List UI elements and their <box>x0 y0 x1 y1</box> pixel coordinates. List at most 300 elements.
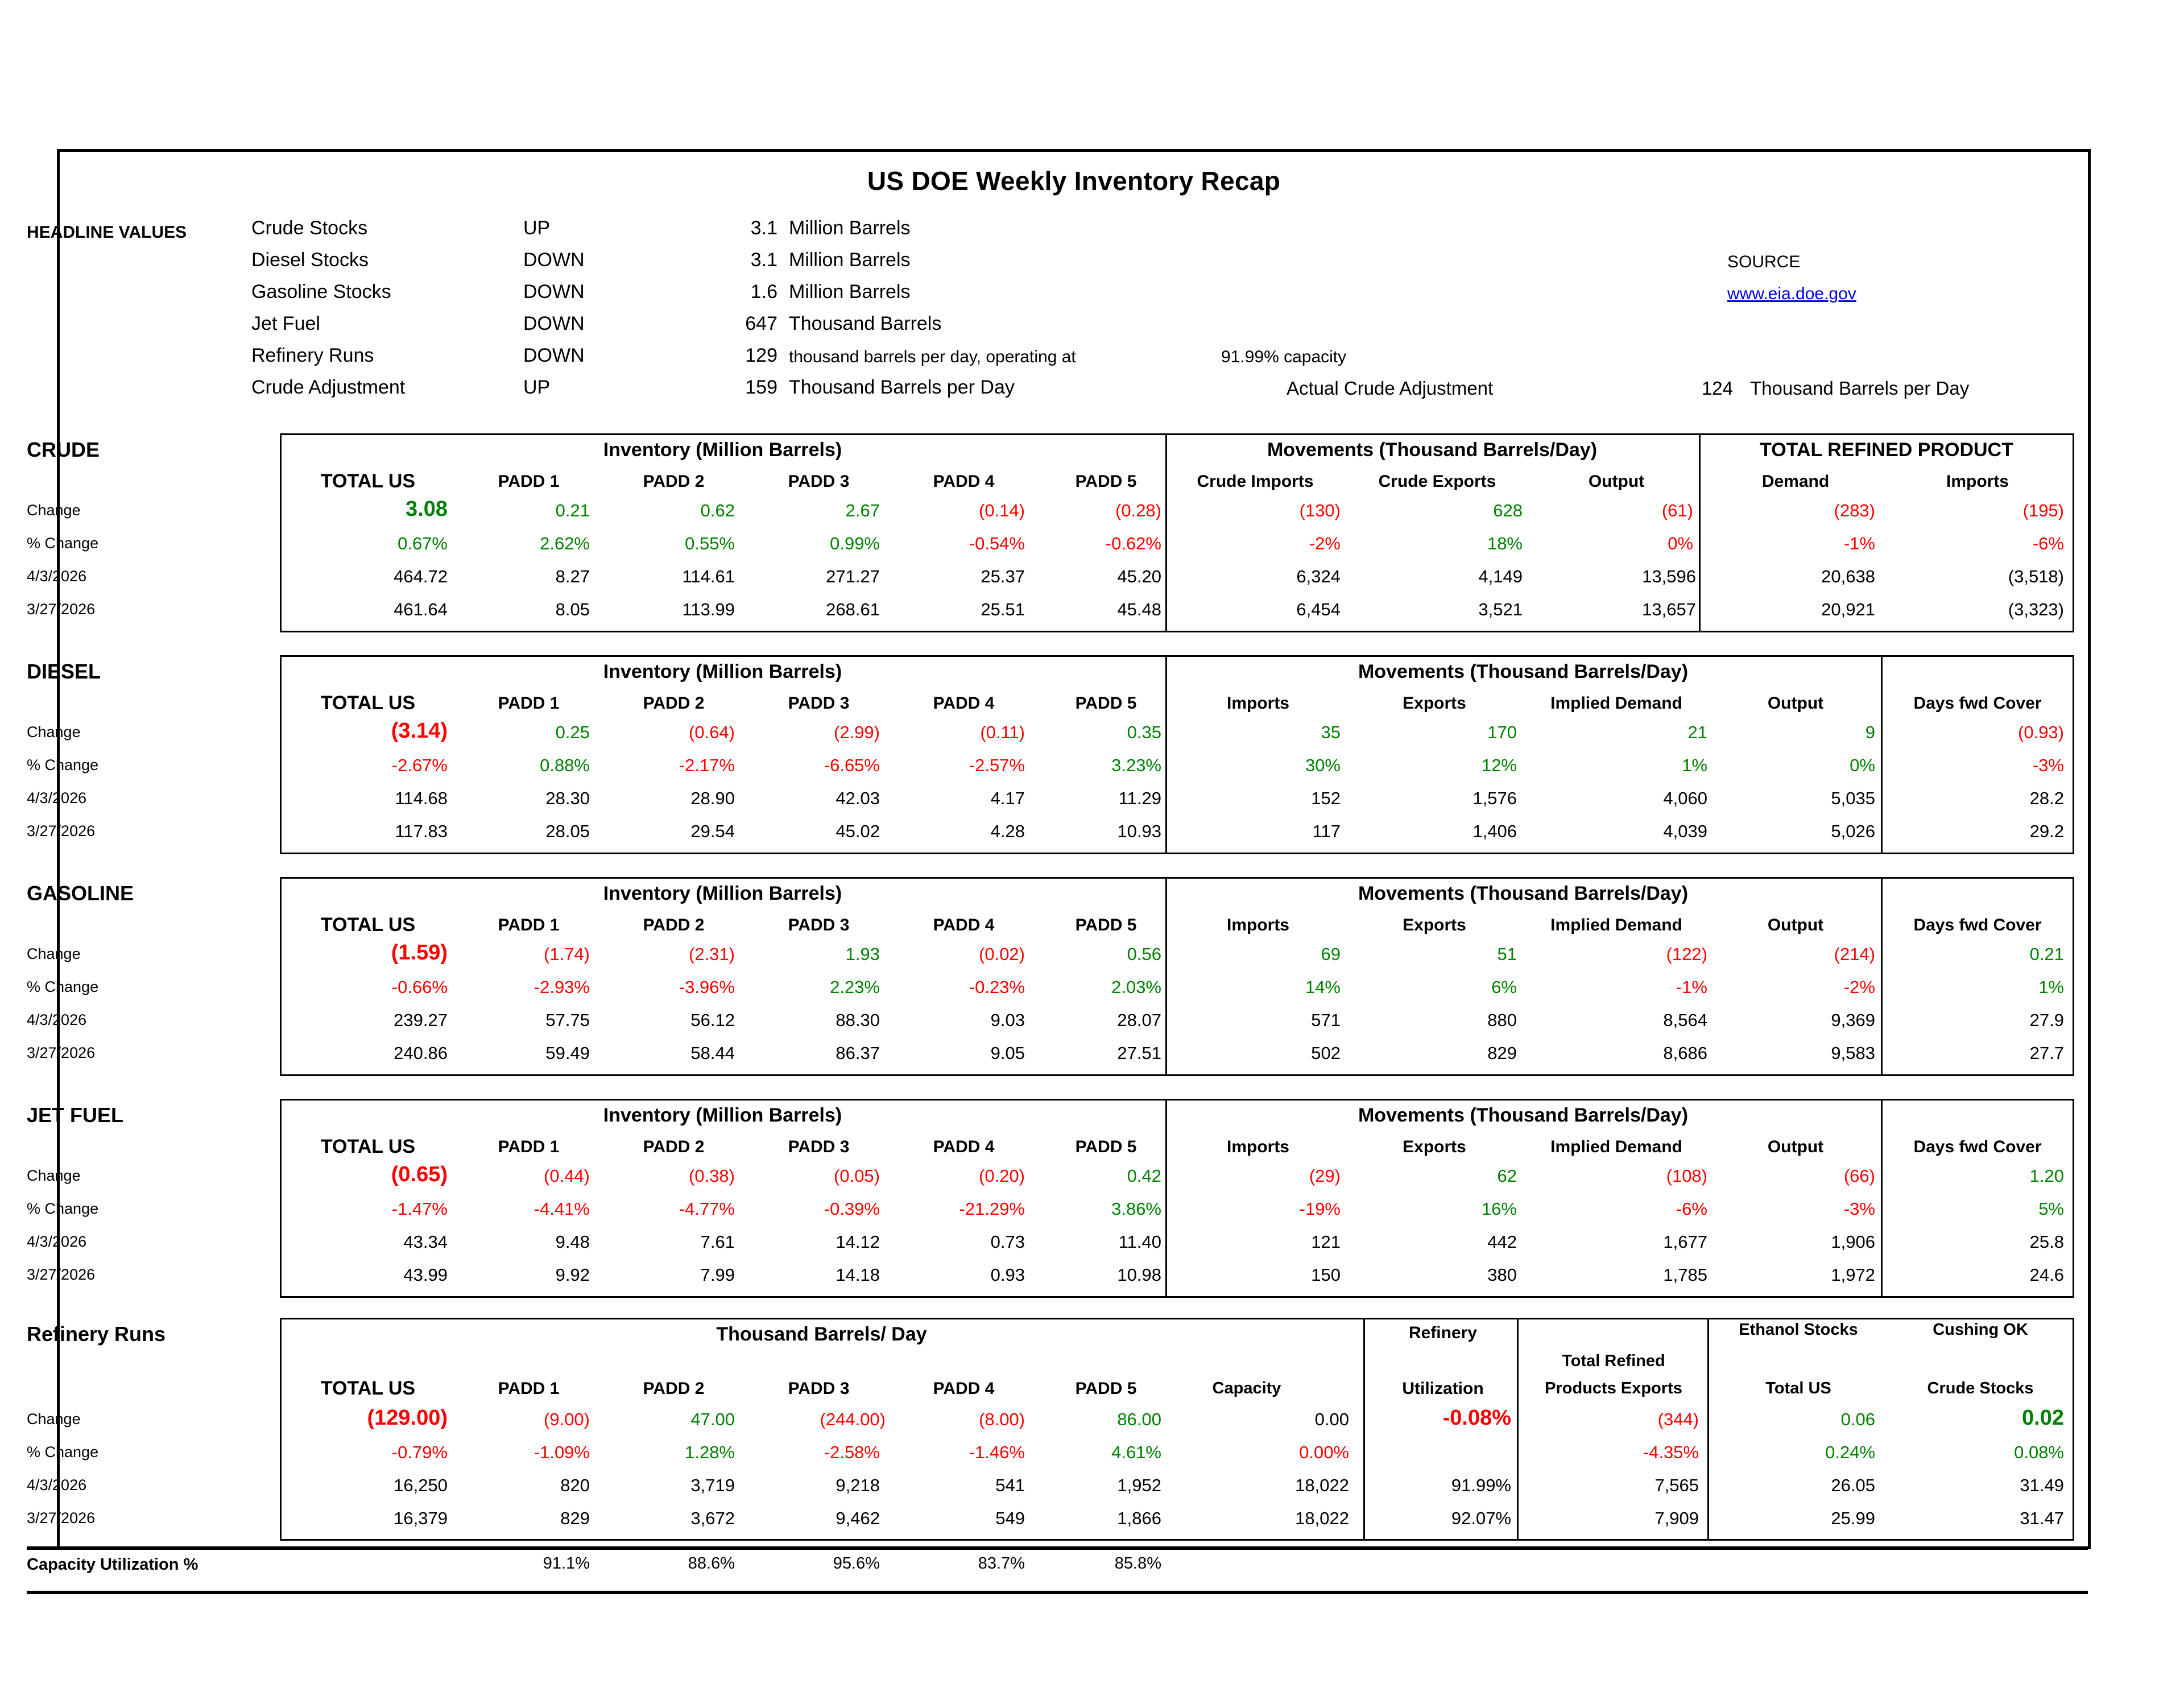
cell: 0.99% <box>830 533 880 553</box>
jetfuel-divider-movements <box>1165 1099 1167 1298</box>
cell: 1,866 <box>1117 1508 1161 1528</box>
cell: 239.27 <box>394 1010 448 1030</box>
colhdr-padd1: PADD 1 <box>498 916 560 934</box>
row-label-pct-change: % Change <box>27 978 99 995</box>
row-label-change: Change <box>27 723 81 740</box>
cell: -2.58% <box>824 1442 880 1462</box>
cell: 21 <box>1687 722 1707 742</box>
capacity-note: 91.99% capacity <box>1221 347 1347 366</box>
page-title: US DOE Weekly Inventory Recap <box>867 166 1281 196</box>
headline-unit: Million Barrels <box>789 249 911 271</box>
cell: -2.57% <box>969 755 1025 775</box>
cell: 58.44 <box>690 1043 735 1063</box>
gasoline-movements-group-header: Movements (Thousand Barrels/Day) <box>1358 883 1689 904</box>
cell: -2.67% <box>391 755 448 775</box>
cell: 4.61% <box>1111 1442 1161 1462</box>
colhdr-padd4: PADD 4 <box>933 1137 995 1156</box>
cell: -1% <box>1843 533 1875 553</box>
cell: -21.29% <box>959 1199 1025 1219</box>
colhdr-capacity: Capacity <box>1212 1379 1281 1397</box>
headline-direction: DOWN <box>523 313 585 334</box>
crude-divider-refined <box>1699 433 1701 632</box>
cell: (3,518) <box>2008 566 2064 586</box>
cell: 16% <box>1481 1199 1517 1219</box>
headline-row-crude <box>27 217 2051 249</box>
cell: -6% <box>1676 1199 1707 1219</box>
headline-unit: thousand barrels per day, operating at <box>789 347 1076 366</box>
cell: (0.44) <box>544 1166 590 1186</box>
cell: 91.99% <box>1451 1475 1511 1495</box>
cell: -3% <box>2032 755 2064 775</box>
cell: 271.27 <box>826 566 880 586</box>
cell: 30% <box>1305 755 1341 775</box>
cell: 59.49 <box>545 1043 590 1063</box>
cell: 0.67% <box>398 533 448 553</box>
colhdr-padd2: PADD 2 <box>643 472 705 491</box>
row-label-previous-date: 3/27/2026 <box>27 1266 96 1283</box>
cell: (61) <box>1661 500 1693 520</box>
row-label-change: Change <box>27 502 81 519</box>
gasoline-inventory-group-header: Inventory (Million Barrels) <box>603 883 842 904</box>
cell: 9 <box>1865 722 1875 742</box>
cell: 3.08 <box>406 497 448 521</box>
cell: 8.27 <box>555 566 590 586</box>
headline-direction: DOWN <box>523 281 585 303</box>
cell: -4.77% <box>679 1199 735 1219</box>
cell: (0.14) <box>979 500 1025 520</box>
colhdr-padd5: PADD 5 <box>1075 694 1137 713</box>
cell: (0.65) <box>391 1162 448 1186</box>
cell: -1.46% <box>969 1442 1025 1462</box>
colhdr-total-refined-line1: Total Refined <box>1562 1352 1665 1370</box>
cap-util-bottom-rule <box>27 1591 2088 1594</box>
cell: -1.09% <box>533 1442 590 1462</box>
cell: 13,657 <box>1642 599 1696 619</box>
cell: 14.12 <box>835 1232 880 1252</box>
section-jet-fuel <box>27 1099 2074 1309</box>
cell: 3,672 <box>690 1508 735 1528</box>
cell: (244.00) <box>820 1409 886 1429</box>
cell: 820 <box>560 1475 590 1495</box>
cell: 0% <box>1850 755 1875 775</box>
cell: -0.39% <box>824 1199 880 1219</box>
cell: 12% <box>1481 755 1517 775</box>
colhdr-crude-exports: Crude Exports <box>1378 472 1496 491</box>
cell: 4,060 <box>1663 788 1707 808</box>
cell: 2.67 <box>845 500 880 520</box>
cell: 0.55% <box>685 533 735 553</box>
cell: 85.8% <box>1114 1554 1161 1573</box>
colhdr-padd1: PADD 1 <box>498 472 560 491</box>
cell: 6,324 <box>1296 566 1341 586</box>
cell: 28.30 <box>545 788 590 808</box>
cell: 0% <box>1668 533 1693 553</box>
section-diesel <box>27 655 2074 866</box>
cell: 1,677 <box>1663 1232 1707 1252</box>
cell: 6% <box>1491 977 1517 997</box>
cell: 0.02 <box>2022 1406 2064 1430</box>
cell: -2% <box>1309 533 1341 553</box>
cell: -3.96% <box>679 977 735 997</box>
cell: 0.06 <box>1840 1409 1875 1429</box>
colhdr-implied-demand: Implied Demand <box>1550 916 1682 934</box>
cell: 31.49 <box>2020 1475 2064 1495</box>
cell: -2% <box>1843 977 1875 997</box>
cell: 16,250 <box>394 1475 448 1495</box>
colhdr-implied-demand: Implied Demand <box>1550 694 1682 713</box>
cell: 5,035 <box>1831 788 1875 808</box>
colhdr-padd4: PADD 4 <box>933 694 995 713</box>
headline-direction: DOWN <box>523 345 585 366</box>
cell: 541 <box>995 1475 1025 1495</box>
row-label-current-date: 4/3/2026 <box>27 1011 87 1028</box>
cell: -0.23% <box>969 977 1025 997</box>
cell: (8.00) <box>979 1409 1025 1429</box>
cell: 152 <box>1311 788 1341 808</box>
cell: 3.23% <box>1111 755 1161 775</box>
cell: (1.59) <box>391 941 448 965</box>
row-label-current-date: 4/3/2026 <box>27 1476 87 1493</box>
colhdr-refinery-line1: Refinery <box>1408 1323 1478 1342</box>
cell: (0.93) <box>2018 722 2064 742</box>
headline-unit: Million Barrels <box>789 217 911 239</box>
cell: 9.48 <box>555 1232 590 1252</box>
row-label-previous-date: 3/27/2026 <box>27 1509 96 1526</box>
cell: 91.1% <box>543 1554 590 1573</box>
cell: 1% <box>2038 977 2064 997</box>
cell: 380 <box>1487 1265 1517 1285</box>
cell: 1,906 <box>1831 1232 1875 1252</box>
cell: 28.07 <box>1117 1010 1161 1030</box>
cell: (122) <box>1666 944 1707 964</box>
headline-value: 159 <box>745 377 777 398</box>
row-label-current-date: 4/3/2026 <box>27 789 87 806</box>
cell: -0.08% <box>1442 1406 1511 1430</box>
colhdr-padd3: PADD 3 <box>788 1379 850 1398</box>
cell: (130) <box>1299 500 1341 520</box>
refinery-divider-exports <box>1517 1318 1519 1541</box>
colhdr-refined-imports: Imports <box>1946 472 2009 491</box>
cell: 1,406 <box>1472 821 1517 841</box>
cell: 0.73 <box>990 1232 1025 1252</box>
report-frame <box>27 149 2091 1574</box>
headline-value: 647 <box>745 313 777 334</box>
colhdr-padd3: PADD 3 <box>788 694 850 713</box>
cell: 4,149 <box>1478 566 1523 586</box>
colhdr-days-fwd-cover: Days fwd Cover <box>1913 694 2042 713</box>
colhdr-padd2: PADD 2 <box>643 694 705 713</box>
row-label-pct-change: % Change <box>27 535 99 552</box>
cell: 0.62 <box>700 500 735 520</box>
cell: 3,521 <box>1478 599 1523 619</box>
headline-row-jetfuel <box>27 313 2051 345</box>
headline-values-label: HEADLINE VALUES <box>27 223 187 242</box>
cell: (0.38) <box>689 1166 735 1186</box>
colhdr-total-us: TOTAL US <box>320 914 416 936</box>
headline-row-diesel <box>27 249 2051 281</box>
cell: 25.51 <box>981 599 1025 619</box>
actual-crude-adjustment-value: 124 <box>1701 378 1733 399</box>
cell: 3.86% <box>1111 1199 1161 1219</box>
refinery-divider-ethanol <box>1707 1318 1709 1541</box>
cell: 2.03% <box>1111 977 1161 997</box>
cell: (3.14) <box>391 719 448 743</box>
colhdr-padd5: PADD 5 <box>1075 916 1137 934</box>
cell: 25.37 <box>981 566 1025 586</box>
cell: 9.03 <box>990 1010 1025 1030</box>
cell: 7.61 <box>700 1232 735 1252</box>
colhdr-output: Output <box>1767 916 1824 934</box>
colhdr-padd1: PADD 1 <box>498 1137 560 1156</box>
cell: 7,909 <box>1654 1508 1699 1528</box>
cell: 0.00% <box>1299 1442 1349 1462</box>
cell: 3,719 <box>690 1475 735 1495</box>
cell: (283) <box>1834 500 1875 520</box>
cell: -19% <box>1299 1199 1341 1219</box>
colhdr-padd1: PADD 1 <box>498 1379 560 1398</box>
cell: 45.02 <box>835 821 880 841</box>
refinery-group-header: Thousand Barrels/ Day <box>716 1323 927 1345</box>
cell: 9,462 <box>835 1508 880 1528</box>
cell: 1.93 <box>845 944 880 964</box>
cell: 9.92 <box>555 1265 590 1285</box>
actual-crude-adjustment-unit: Thousand Barrels per Day <box>1750 378 1970 399</box>
cell: 8,686 <box>1663 1043 1707 1063</box>
row-label-previous-date: 3/27/2026 <box>27 601 96 618</box>
cell: 5% <box>2038 1199 2064 1219</box>
section-refinery-runs <box>27 1318 2074 1545</box>
headline-direction: UP <box>523 217 551 239</box>
headline-unit: Million Barrels <box>789 281 911 303</box>
cell: 1.28% <box>685 1442 735 1462</box>
headline-direction: DOWN <box>523 249 585 271</box>
section-gasoline <box>27 877 2074 1087</box>
cell: 27.7 <box>2029 1043 2064 1063</box>
diesel-divider-movements <box>1165 655 1167 854</box>
cell: 25.8 <box>2029 1232 2064 1252</box>
colhdr-output: Output <box>1767 1137 1824 1156</box>
cell: 0.42 <box>1127 1166 1161 1186</box>
cell: 2.23% <box>830 977 880 997</box>
cell: 9,583 <box>1831 1043 1875 1063</box>
cell: (0.05) <box>834 1166 880 1186</box>
colhdr-exports: Exports <box>1403 916 1466 934</box>
source-link[interactable]: www.eia.doe.gov <box>1727 284 1856 303</box>
cell: 7,565 <box>1654 1475 1699 1495</box>
cell: 47.00 <box>690 1409 735 1429</box>
cell: 7.99 <box>700 1265 735 1285</box>
cell: -2.17% <box>679 755 735 775</box>
diesel-inventory-group-header: Inventory (Million Barrels) <box>603 661 842 682</box>
cell: (344) <box>1657 1409 1699 1429</box>
cell: 69 <box>1321 944 1341 964</box>
colhdr-padd5: PADD 5 <box>1075 1379 1137 1398</box>
cell: (0.28) <box>1115 500 1161 520</box>
cell: (3,323) <box>2008 599 2064 619</box>
colhdr-total-us: TOTAL US <box>320 692 416 714</box>
colhdr-output: Output <box>1767 694 1824 713</box>
colhdr-padd1: PADD 1 <box>498 694 560 713</box>
colhdr-refined-demand: Demand <box>1761 472 1830 491</box>
headline-direction: UP <box>523 377 551 398</box>
cell: 4,039 <box>1663 821 1707 841</box>
refinery-divider-utilization <box>1363 1318 1365 1541</box>
jetfuel-divider-days <box>1881 1099 1883 1298</box>
colhdr-products-exports-line2: Products Exports <box>1545 1379 1682 1397</box>
cell: 28.90 <box>690 788 735 808</box>
cell: 1% <box>1682 755 1707 775</box>
headline-values-block <box>27 217 2074 399</box>
colhdr-cushing-ok-line1: Cushing OK <box>1933 1321 2028 1339</box>
cell: 461.64 <box>394 599 448 619</box>
row-label-previous-date: 3/27/2026 <box>27 1044 96 1061</box>
cell: 0.35 <box>1127 722 1161 742</box>
row-label-pct-change: % Change <box>27 756 99 773</box>
cell: (29) <box>1309 1166 1341 1186</box>
cell: 0.21 <box>555 500 590 520</box>
cell: 88.30 <box>835 1010 880 1030</box>
source-label: SOURCE <box>1727 253 1801 271</box>
cell: 57.75 <box>545 1010 590 1030</box>
row-label-pct-change: % Change <box>27 1200 99 1217</box>
colhdr-crude-imports: Crude Imports <box>1197 472 1314 491</box>
cell: 10.98 <box>1117 1265 1161 1285</box>
colhdr-days-fwd-cover: Days fwd Cover <box>1913 1137 2042 1156</box>
headline-name: Jet Fuel <box>251 313 320 334</box>
headline-row-refinery-runs <box>27 345 2051 377</box>
cell: 628 <box>1493 500 1523 520</box>
cell: 0.00 <box>1314 1409 1349 1429</box>
cell: 117 <box>1312 821 1341 841</box>
cell: 0.25 <box>555 722 590 742</box>
jetfuel-movements-group-header: Movements (Thousand Barrels/Day) <box>1358 1104 1689 1126</box>
cell: 571 <box>1311 1010 1341 1030</box>
cell: 0.21 <box>2029 944 2064 964</box>
colhdr-total-us: TOTAL US <box>320 1377 416 1399</box>
cell: (2.99) <box>834 722 880 742</box>
cell: -2.93% <box>533 977 590 997</box>
colhdr-imports: Imports <box>1226 694 1289 713</box>
cell: 0.24% <box>1825 1442 1875 1462</box>
diesel-movements-group-header: Movements (Thousand Barrels/Day) <box>1358 661 1689 682</box>
cell: (108) <box>1666 1166 1707 1186</box>
cell: 14.18 <box>835 1265 880 1285</box>
cell: 10.93 <box>1117 821 1161 841</box>
cell: 28.05 <box>545 821 590 841</box>
cell: 92.07% <box>1451 1508 1511 1528</box>
cell: 1,785 <box>1663 1265 1707 1285</box>
headline-value: 3.1 <box>750 249 777 271</box>
cell: -0.62% <box>1105 533 1161 553</box>
colhdr-exports: Exports <box>1403 1137 1466 1156</box>
colhdr-padd3: PADD 3 <box>788 916 850 934</box>
headline-name: Refinery Runs <box>251 345 374 366</box>
cell: 27.51 <box>1117 1043 1161 1063</box>
colhdr-days-fwd-cover: Days fwd Cover <box>1913 916 2042 934</box>
colhdr-ethanol-total-us-line2: Total US <box>1765 1379 1831 1397</box>
cell: 62 <box>1497 1166 1517 1186</box>
colhdr-padd3: PADD 3 <box>788 1137 850 1156</box>
cell: -1.47% <box>391 1199 448 1219</box>
cell: 18% <box>1487 533 1523 553</box>
headline-name: Gasoline Stocks <box>251 281 391 303</box>
cell: -0.66% <box>391 977 448 997</box>
cell: 26.05 <box>1831 1475 1875 1495</box>
crude-movements-group-header: Movements (Thousand Barrels/Day) <box>1267 439 1598 461</box>
jetfuel-inventory-group-header: Inventory (Million Barrels) <box>603 1104 842 1126</box>
cell: 1,576 <box>1472 788 1517 808</box>
cell: 4.28 <box>990 821 1025 841</box>
colhdr-exports: Exports <box>1403 694 1466 713</box>
cell: 1,952 <box>1117 1475 1161 1495</box>
cell: 43.99 <box>403 1265 448 1285</box>
cell: -3% <box>1843 1199 1875 1219</box>
headline-value: 3.1 <box>750 217 777 239</box>
cell: 9,218 <box>835 1475 880 1495</box>
cell: 45.20 <box>1117 566 1161 586</box>
cell: -1% <box>1676 977 1707 997</box>
cell: 114.61 <box>682 566 735 586</box>
colhdr-padd3: PADD 3 <box>788 472 850 491</box>
cell: 11.40 <box>1118 1232 1161 1252</box>
cell: 8,564 <box>1663 1010 1707 1030</box>
cell: 2.62% <box>540 533 590 553</box>
section-crude <box>27 433 2074 644</box>
colhdr-imports: Imports <box>1226 1137 1289 1156</box>
section-title-refinery-runs: Refinery Runs <box>27 1322 166 1346</box>
row-label-change: Change <box>27 945 81 962</box>
cell: 549 <box>995 1508 1025 1528</box>
cell: 829 <box>560 1508 590 1528</box>
cell: 150 <box>1311 1265 1341 1285</box>
cell: 8.05 <box>555 599 590 619</box>
colhdr-implied-demand: Implied Demand <box>1550 1137 1682 1156</box>
row-label-current-date: 4/3/2026 <box>27 568 87 585</box>
cell: 5,026 <box>1831 821 1875 841</box>
cell: 56.12 <box>690 1010 735 1030</box>
colhdr-total-us: TOTAL US <box>320 470 416 492</box>
cell: 502 <box>1311 1043 1341 1063</box>
cell: (0.64) <box>689 722 735 742</box>
section-title-gasoline: GASOLINE <box>27 882 134 905</box>
headline-value: 1.6 <box>750 281 777 303</box>
colhdr-padd4: PADD 4 <box>933 916 995 934</box>
cell: 18,022 <box>1295 1508 1349 1528</box>
headline-row-gasoline <box>27 281 2051 313</box>
cell: 0.56 <box>1127 944 1161 964</box>
cell: -6% <box>2032 533 2064 553</box>
colhdr-utilization-line2: Utilization <box>1402 1379 1484 1398</box>
cell: (9.00) <box>544 1409 590 1429</box>
cell: 51 <box>1497 944 1517 964</box>
headline-name: Crude Adjustment <box>251 377 406 398</box>
cell: 88.6% <box>688 1554 735 1573</box>
cell: (214) <box>1834 944 1875 964</box>
cell: 35 <box>1321 722 1341 742</box>
cell: (0.20) <box>979 1166 1025 1186</box>
cell: 28.2 <box>2029 788 2064 808</box>
cell: (0.02) <box>979 944 1025 964</box>
cell: 13,596 <box>1642 566 1696 586</box>
cell: 29.2 <box>2029 821 2064 841</box>
cell: 113.99 <box>682 599 735 619</box>
cell: -4.35% <box>1643 1442 1699 1462</box>
cell: 25.99 <box>1831 1508 1875 1528</box>
crude-divider-movements <box>1165 433 1167 632</box>
crude-inventory-group-header: Inventory (Million Barrels) <box>603 439 842 461</box>
cell: (1.74) <box>544 944 590 964</box>
row-label-change: Change <box>27 1167 81 1184</box>
